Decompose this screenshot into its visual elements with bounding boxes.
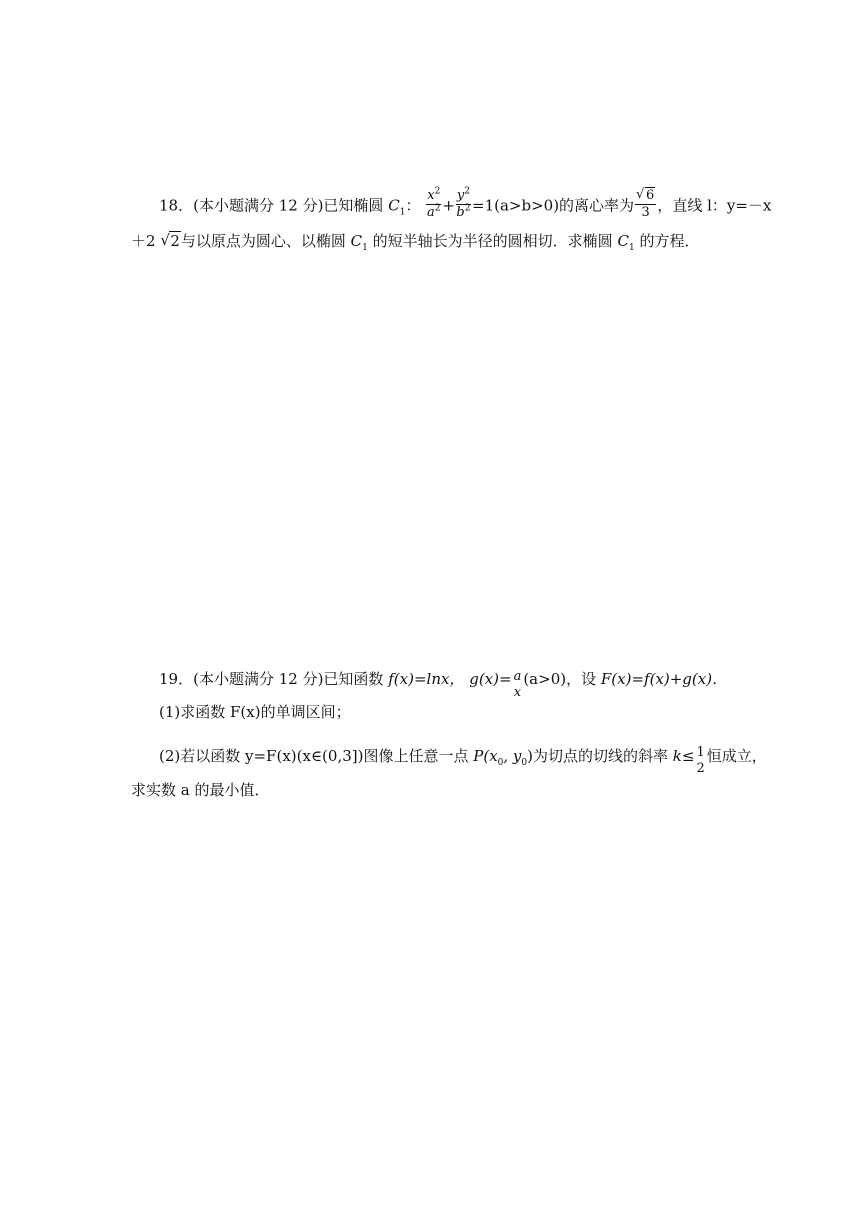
q19-part-2-line-2: 求实数 a 的最小值． <box>131 781 270 799</box>
q18-line-label: ，直线 l：y=－x <box>657 196 772 215</box>
q19-f: f(x)=lnx， <box>388 670 465 688</box>
q18-number: 18 <box>159 196 179 215</box>
q19-part-2-line-1: (2)若以函数 y=F(x)(x∈(0,3])图像上任意一点 $P(x_0$, $y_0$)为切点的切线的斜率 k≤ 1 2 恒成立， <box>159 745 767 776</box>
q19-header: (本小题满分 12 分)已知函数 <box>193 670 384 688</box>
q18-c1: C <box>388 196 400 215</box>
q18-line-1: 18．(本小题满分 12 分)已知椭圆 $C_1$： $\frac{x^2}{a^2}$ + $\frac{y^2}{b^2}$ =1(a>b>0)的离心率为 √ $\frac{6}{3}$ ，直线 l：y=－x <box>159 190 771 223</box>
q18-sqrt2: √ 2 <box>160 231 181 251</box>
q19-part-1: (1)求函数 F(x)的单调区间； <box>159 703 351 721</box>
q18-eccentricity: √ $\frac{6}{3}$ <box>635 188 656 221</box>
q19-number: 19 <box>159 670 179 688</box>
q19-g-fraction: a x <box>513 669 522 700</box>
q19-F: F(x)=f(x)+g(x)． <box>600 670 728 688</box>
q18-header: (本小题满分 12 分)已知椭圆 <box>193 196 384 215</box>
q18-equation-tail: =1(a>b>0)的离心率为 <box>472 196 635 215</box>
q18-fraction-y2-b2: $\frac{y^2}{b^2}$ <box>456 186 471 220</box>
q19-k-fraction: 1 2 <box>696 745 705 776</box>
q19-line-1: 19．(本小题满分 12 分)已知函数 f(x)=lnx， g(x)= a x (a>0)，设 F(x)=f(x)+g(x)． <box>159 669 728 700</box>
q18-fraction-x2-a2: $\frac{x^2}{a^2}$ <box>427 186 441 220</box>
q18-line-2: ＋2 √ 2与以原点为圆心、以椭圆 $C_1$ 的短半轴长为半径的圆相切．求椭圆 $C_1$ 的方程． <box>131 231 699 251</box>
